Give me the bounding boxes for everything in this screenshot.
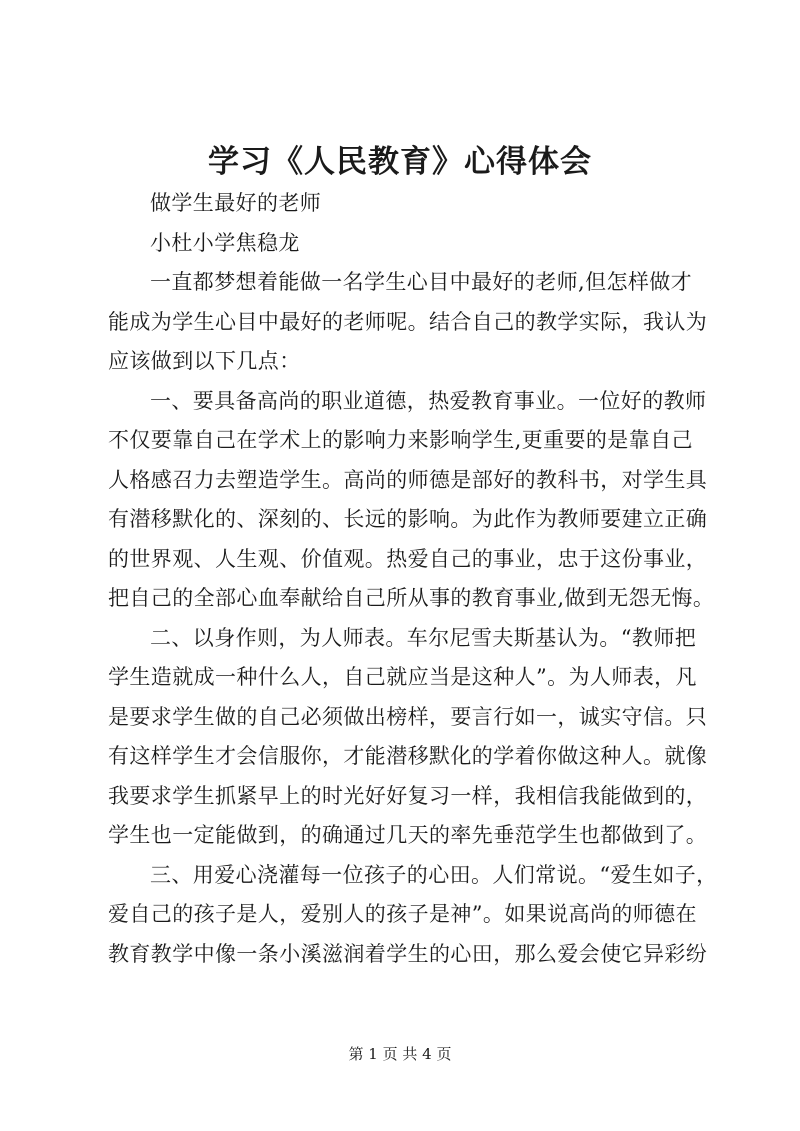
subtitle-line: 做学生最好的老师	[150, 191, 322, 215]
paragraph-line: 应该做到以下几点：	[108, 349, 301, 373]
document-body	[108, 184, 718, 974]
paragraph-line: 教育教学中像一条小溪滋润着学生的心田，那么爱会使它异彩纷	[108, 941, 708, 966]
paragraph-line: 学生造就成一种什么人，自己就应当是这种人”。为人师表，凡	[108, 665, 697, 689]
paragraph-line: 把自己的全部心血奉献给自己所从事的教育事业,做到无怨无悔。	[108, 586, 715, 610]
paragraph-line: 有潜移默化的、深刻的、长远的影响。为此作为教师要建立正确	[108, 507, 708, 531]
paragraph-line: 有这样学生才会信服你，才能潜移默化的学着你做这种人。就像	[108, 744, 708, 768]
paragraph-line: 人格感召力去塑造学生。高尚的师德是部好的教科书，对学生具	[108, 467, 708, 492]
page-number-footer: 第 1 页 共 4 页	[348, 1045, 452, 1063]
paragraph-line: 爱自己的孩子是人，爱别人的孩子是神”。如果说高尚的师德在	[108, 902, 697, 926]
paragraph-line: 不仅要靠自己在学术上的影响力来影响学生,更重要的是靠自己	[108, 428, 693, 452]
paragraph-line: 学生也一定能做到，的确通过几天的率先垂范学生也都做到了。	[108, 823, 708, 847]
paragraph-line: 一直都梦想着能做一名学生心目中最好的老师,但怎样做才	[150, 270, 693, 294]
paragraph-line: 能成为学生心目中最好的老师呢。结合自己的教学实际，我认为	[108, 309, 708, 334]
document-title: 学习《人民教育》心得体会	[208, 144, 592, 180]
paragraph-line: 的世界观、人生观、价值观。热爱自己的事业，忠于这份事业，	[108, 546, 708, 571]
paragraph-line: 是要求学生做的自己必须做出榜样，要言行如一，诚实守信。只	[108, 704, 708, 729]
paragraph-line: 我要求学生抓紧早上的时光好好复习一样，我相信我能做到的，	[108, 783, 708, 808]
paragraph-line: 二、以身作则，为人师表。车尔尼雪夫斯基认为。“教师把	[150, 625, 697, 650]
paragraph-line: 一、要具备高尚的职业道德，热爱教育事业。一位好的教师	[150, 388, 707, 413]
paragraph-line: 三、用爱心浇灌每一位孩子的心田。人们常说。“爱生如子，	[150, 862, 718, 887]
author-line: 小杜小学焦稳龙	[150, 230, 300, 255]
